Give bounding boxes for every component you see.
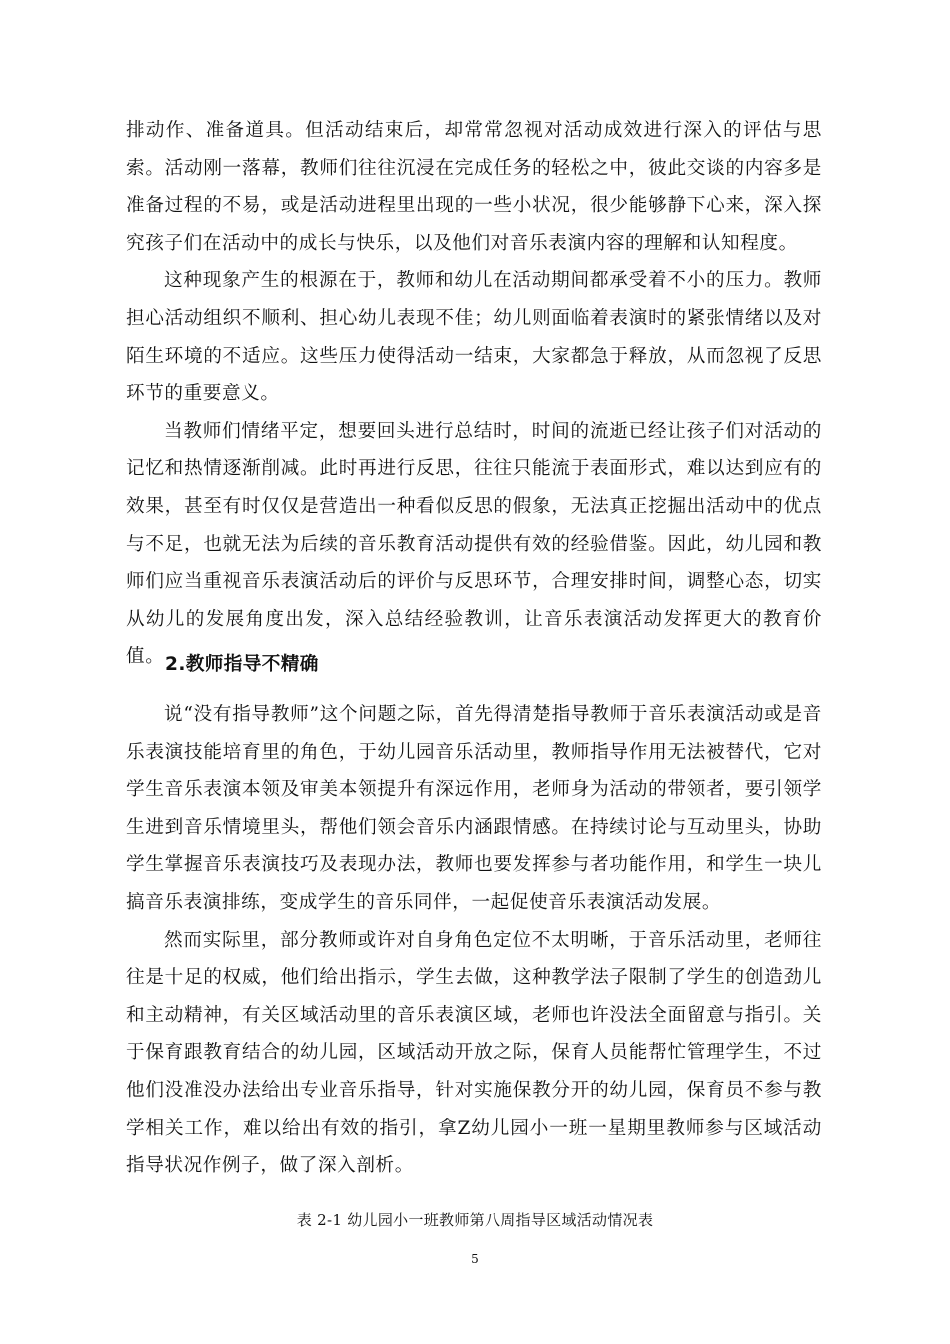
table-caption: 表 2-1 幼儿园小一班教师第八周指导区域活动情况表 <box>296 1211 654 1229</box>
paragraph: 这种现象产生的根源在于，教师和幼儿在活动期间都承受着不小的压力。教师担心活动组织不顺利、担心幼儿表现不佳；幼儿则面临着表演时的紧张情绪以及对陌生环境的不适应。这些压力使得活动一结束，大家都急于释放，从而忽视了反思环节的重要意义。 <box>126 270 822 405</box>
page-number: 5 <box>471 1252 479 1266</box>
paragraph: 说“没有指导教师”这个问题之际，首先得清楚指导教师于音乐表演活动或是音乐表演技能培育里的角色，于幼儿园音乐活动里，教师指导作用无法被替代，它对学生音乐表演本领及审美本领提升有深远作用，老师身为活动的带领者，要引领学生进到音乐情境里头，帮他们领会音乐内涵跟情感。在持续讨论与互动里头，协助学生掌握音乐表演技巧及表现办法，教师也要发挥参与者功能作用，和学生一块儿搞音乐表演排练，变成学生的音乐同伴，一起促使音乐表演活动发展。 <box>126 704 822 913</box>
paragraph: 排动作、准备道具。但活动结束后，却常常忽视对活动成效进行深入的评估与思索。活动刚一落幕，教师们往往沉浸在完成任务的轻松之中，彼此交谈的内容多是准备过程的不易，或是活动进程里出现的一些小状况，很少能够静下心来，深入探究孩子们在活动中的成长与快乐，以及他们对音乐表演内容的理解和认知程度。 <box>126 120 822 254</box>
body-section-b <box>126 696 822 1185</box>
paragraph: 然而实际里，部分教师或许对自身角色定位不太明晰，于音乐活动里，老师往往是十足的权威，他们给出指示，学生去做，这种教学法子限制了学生的创造劲儿和主动精神，有关区域活动里的音乐表演区域，老师也许没法全面留意与指引。关于保育跟教育结合的幼儿园，区域活动开放之际，保育人员能帮忙管理学生，不过他们没准没办法给出专业音乐指导，针对实施保教分开的幼儿园，保育员不参与教学相关工作，难以给出有效的指引，拿Z幼儿园小一班一星期里教师参与区域活动指导状况作例子，做了深入剖析。 <box>126 929 822 1177</box>
paragraph: 当教师们情绪平定，想要回头进行总结时，时间的流逝已经让孩子们对活动的记忆和热情逐渐削减。此时再进行反思，往往只能流于表面形式，难以达到应有的效果，甚至有时仅仅是营造出一种看似反思的假象，无法真正挖掘出活动中的优点与不足，也就无法为后续的音乐教育活动提供有效的经验借鉴。因此，幼儿园和教师们应当重视音乐表演活动后的评价与反思环节，合理安排时间，调整心态，切实从幼儿的发展角度出发，深入总结经验教训，让音乐表演活动发挥更大的教育价值。 <box>126 420 822 668</box>
body-section-a <box>126 112 822 676</box>
section-heading: 2.教师指导不精确 <box>165 654 319 675</box>
